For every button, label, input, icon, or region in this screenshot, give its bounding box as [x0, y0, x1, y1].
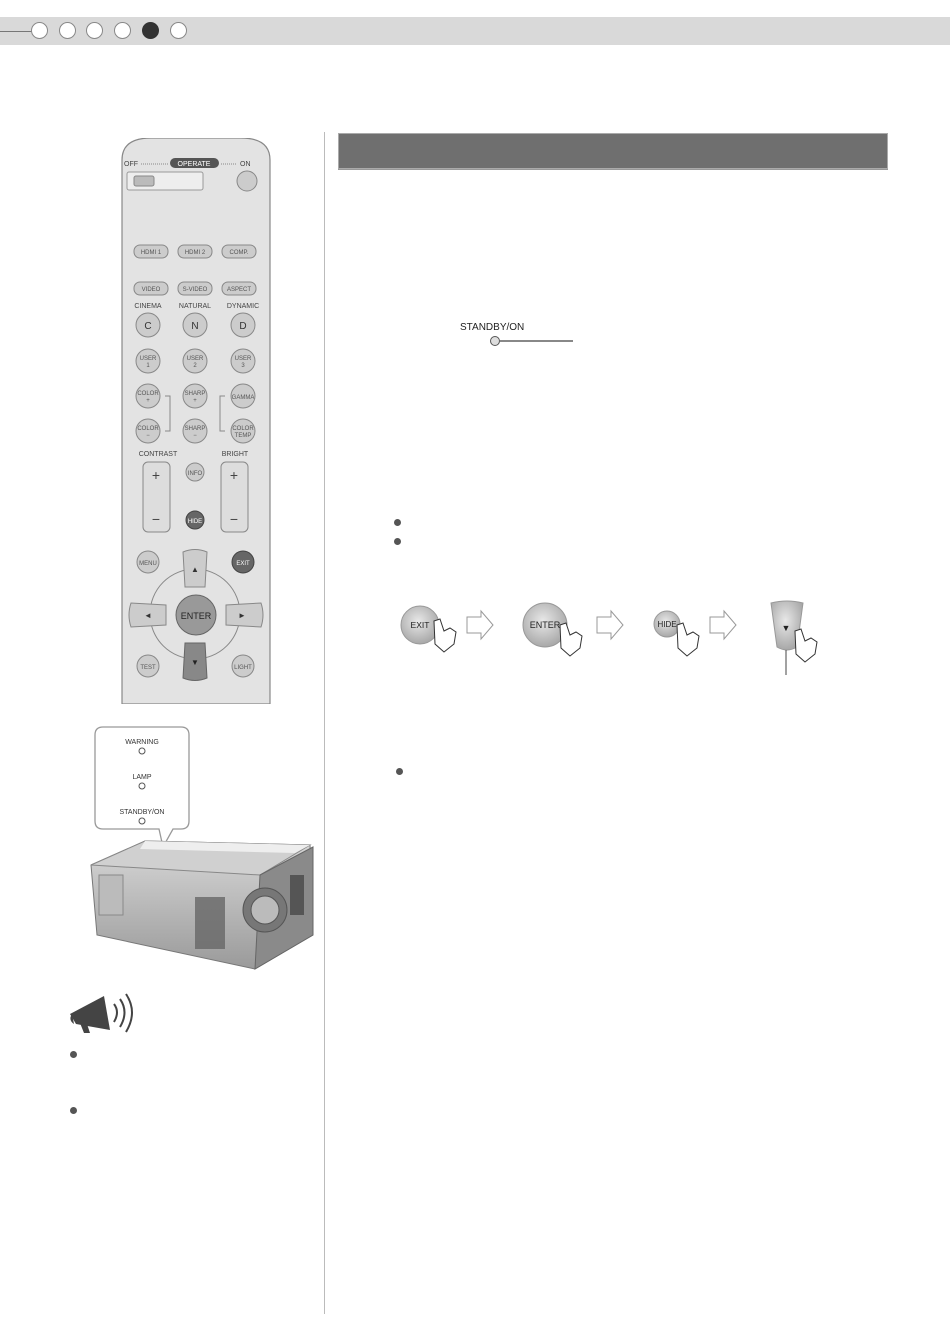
section-header-bar [338, 133, 888, 169]
svg-text:N: N [191, 321, 199, 332]
svg-text:ENTER: ENTER [529, 620, 561, 630]
standby-indicator-label: STANDBY/ON [460, 322, 525, 333]
chapter-dot-5-active[interactable] [142, 22, 159, 39]
bullet-2 [394, 538, 401, 545]
svg-text:HDMI 1: HDMI 1 [140, 250, 162, 256]
svg-text:D: D [239, 321, 247, 332]
remote-control-illustration [121, 138, 271, 704]
svg-text:DYNAMIC: DYNAMIC [226, 303, 260, 310]
button-sequence-diagram [390, 595, 840, 685]
hand-icon [677, 623, 699, 656]
projector-illustration [85, 725, 320, 975]
svg-text:▼: ▼ [781, 623, 791, 633]
chapter-dot-4[interactable] [114, 22, 131, 39]
column-divider [324, 132, 325, 1314]
megaphone-icon [66, 990, 136, 1035]
svg-text:+: + [229, 467, 239, 483]
svg-text:−: − [229, 511, 239, 527]
svg-text:▲: ▲ [191, 565, 199, 574]
svg-text:−: − [193, 433, 197, 439]
svg-text:LIGHT: LIGHT [234, 665, 252, 671]
arrow-right-icon [597, 611, 623, 639]
hand-icon [560, 623, 582, 656]
hand-icon [434, 619, 456, 652]
svg-text:HIDE: HIDE [657, 620, 677, 629]
exit-button-illustration [401, 606, 439, 644]
svg-text:+: + [146, 398, 150, 404]
hand-icon [795, 629, 817, 662]
arrow-right-icon [467, 611, 493, 639]
svg-text:C: C [144, 321, 152, 332]
svg-text:−: − [151, 511, 161, 527]
svg-text:+: + [151, 467, 161, 483]
chapter-dot-3[interactable] [86, 22, 103, 39]
svg-text:►: ► [238, 611, 246, 620]
note-bullet-1 [70, 1051, 77, 1058]
svg-text:▼: ▼ [191, 658, 199, 667]
svg-text:VIDEO: VIDEO [141, 287, 161, 293]
svg-text:TEST: TEST [140, 665, 156, 671]
svg-text:USER: USER [234, 356, 252, 362]
svg-text:ENTER: ENTER [180, 611, 212, 621]
svg-text:SHARP: SHARP [184, 426, 206, 432]
chapter-dot-6[interactable] [170, 22, 187, 39]
svg-text:OFF: OFF [124, 161, 138, 168]
svg-text:COLOR: COLOR [232, 426, 254, 432]
svg-text:EXIT: EXIT [410, 620, 430, 630]
svg-text:ON: ON [240, 161, 251, 168]
bullet-3 [396, 768, 403, 775]
svg-text:LAMP: LAMP [132, 774, 152, 781]
bullet-1 [394, 519, 401, 526]
svg-text:INFO: INFO [187, 471, 203, 477]
svg-text:TEMP: TEMP [234, 433, 252, 439]
svg-text:COLOR: COLOR [137, 391, 159, 397]
chapter-dot-2[interactable] [59, 22, 76, 39]
svg-text:HIDE: HIDE [187, 519, 203, 525]
svg-text:GAMMA: GAMMA [231, 395, 255, 401]
svg-text:−: − [146, 433, 150, 439]
svg-text:◄: ◄ [144, 611, 152, 620]
svg-text:USER: USER [139, 356, 157, 362]
svg-text:2: 2 [193, 363, 197, 369]
svg-text:CONTRAST: CONTRAST [138, 451, 178, 458]
svg-text:OPERATE: OPERATE [177, 161, 211, 168]
svg-text:STANDBY/ON: STANDBY/ON [119, 809, 165, 816]
svg-text:COLOR: COLOR [137, 426, 159, 432]
svg-text:ASPECT: ASPECT [226, 287, 252, 293]
svg-text:CINEMA: CINEMA [134, 303, 162, 310]
svg-text:SHARP: SHARP [184, 391, 206, 397]
svg-text:S-VIDEO: S-VIDEO [182, 287, 208, 293]
note-bullet-2 [70, 1107, 77, 1114]
chapter-dot-1[interactable] [31, 22, 48, 39]
svg-text:EXIT: EXIT [236, 561, 250, 567]
svg-text:BRIGHT: BRIGHT [221, 451, 249, 458]
arrow-right-icon [710, 611, 736, 639]
svg-text:WARNING: WARNING [125, 739, 159, 746]
svg-text:USER: USER [186, 356, 204, 362]
svg-text:MENU: MENU [139, 561, 157, 567]
svg-text:+: + [193, 398, 197, 404]
standby-indicator-callout [488, 334, 578, 348]
svg-text:3: 3 [241, 363, 245, 369]
svg-text:NATURAL: NATURAL [178, 303, 212, 310]
svg-text:COMP.: COMP. [229, 250, 249, 256]
svg-text:HDMI 2: HDMI 2 [184, 250, 206, 256]
svg-text:1: 1 [146, 363, 150, 369]
hide-button-illustration [654, 611, 680, 637]
